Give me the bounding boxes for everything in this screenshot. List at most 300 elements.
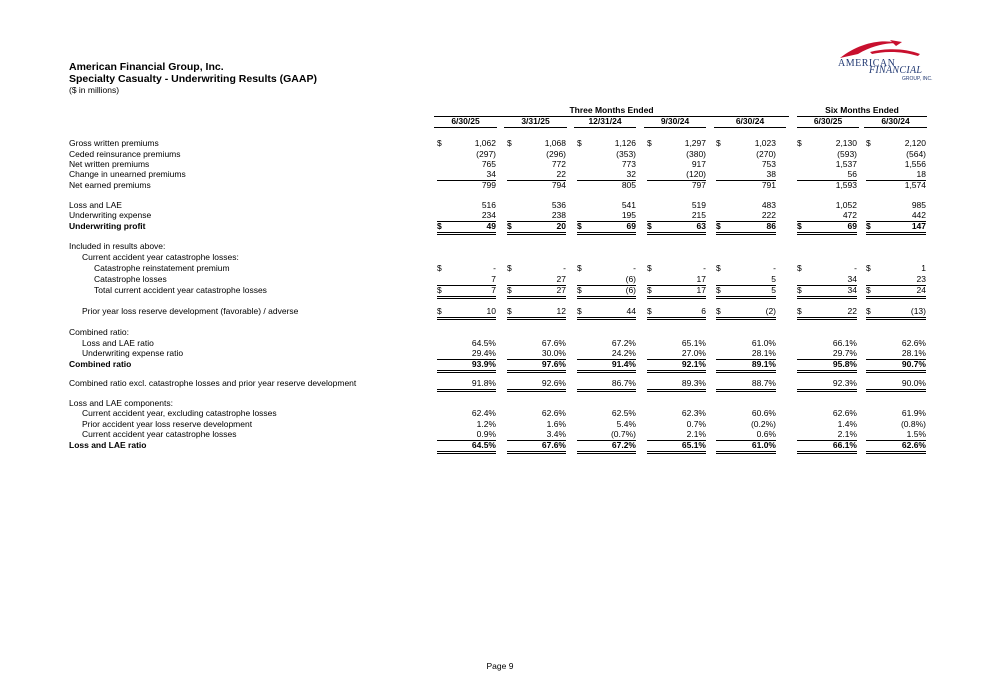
cell-value: 22 (847, 306, 857, 316)
cell-value: 794 (551, 180, 566, 190)
cell-value: 483 (761, 200, 776, 210)
cell-value: 56 (847, 169, 857, 179)
cell-value: 6 (701, 306, 706, 316)
row-label: Combined ratio excl. catastrophe losses and prior year reserve development (69, 378, 357, 388)
table-cell (647, 419, 706, 430)
cell-value: 62.6% (832, 408, 857, 418)
row-label: Current accident year, excluding catastrophe losses (82, 408, 277, 418)
table-row (0, 338, 1000, 349)
cell-value: 28.1% (901, 348, 926, 358)
cell-value: 10 (486, 306, 496, 316)
dollar-sign: $ (647, 221, 652, 231)
table-cell (797, 274, 857, 286)
group-three-months: Three Months Ended (569, 105, 654, 115)
table-cell (507, 149, 566, 160)
table-cell (577, 440, 636, 454)
table-row (0, 378, 1000, 389)
column-header-rule (574, 127, 636, 128)
cell-value: 91.4% (611, 359, 636, 369)
table-cell (437, 200, 496, 211)
dollar-sign: $ (437, 263, 442, 273)
row-label: Loss and LAE (69, 200, 122, 210)
dollar-sign: $ (577, 306, 582, 316)
table-row (0, 200, 1000, 211)
cell-value: 67.2% (611, 440, 636, 450)
cell-value: 536 (551, 200, 566, 210)
table-cell (647, 200, 706, 211)
logo-line3: GROUP, INC. (902, 76, 933, 82)
cell-value: 62.6% (901, 440, 926, 450)
table-cell (577, 169, 636, 181)
table-cell (437, 263, 496, 274)
table-row (0, 398, 1000, 409)
cell-value: 222 (761, 210, 776, 220)
dollar-sign: $ (577, 221, 582, 231)
cell-value: - (633, 263, 636, 273)
cell-value: (2) (765, 306, 776, 316)
dollar-sign: $ (507, 306, 512, 316)
row-label: Combined ratio (69, 359, 132, 369)
row-label: Loss and LAE components: (69, 398, 173, 408)
table-cell (437, 180, 496, 191)
cell-value: 18 (916, 169, 926, 179)
row-label: Net earned premiums (69, 180, 151, 190)
cell-value: 2,120 (904, 138, 926, 148)
table-cell (577, 159, 636, 170)
table-cell (647, 338, 706, 349)
cell-value: 17 (696, 285, 706, 295)
dollar-sign: $ (716, 138, 721, 148)
table-row (0, 159, 1000, 170)
table-cell (647, 306, 706, 320)
cell-value: (0.7%) (610, 429, 636, 439)
table-cell (866, 408, 926, 419)
cell-value: 3.4% (546, 429, 566, 439)
dollar-sign: $ (716, 221, 721, 231)
cell-value: 195 (621, 210, 636, 220)
table-row (0, 306, 1000, 317)
table-row (0, 210, 1000, 221)
cell-value: 27 (556, 285, 566, 295)
cell-value: 27 (556, 274, 566, 284)
logo-line2: FINANCIAL (869, 65, 923, 76)
column-header-rule (434, 127, 497, 128)
table-cell (797, 200, 857, 211)
cell-value: (380) (686, 149, 706, 159)
afg-logo (830, 38, 933, 84)
cell-value: - (773, 263, 776, 273)
table-cell (797, 359, 857, 373)
table-cell (507, 200, 566, 211)
table-cell (866, 200, 926, 211)
dollar-sign: $ (866, 263, 871, 273)
cell-value: 24.2% (611, 348, 636, 358)
table-cell (716, 159, 776, 170)
cell-value: 89.1% (751, 359, 776, 369)
dollar-sign: $ (797, 306, 802, 316)
table-cell (797, 285, 857, 299)
cell-value: 97.6% (541, 359, 566, 369)
cell-value: - (563, 263, 566, 273)
table-cell (577, 200, 636, 211)
table-cell (647, 159, 706, 170)
table-cell (716, 408, 776, 419)
dollar-sign: $ (577, 138, 582, 148)
table-cell (647, 274, 706, 286)
table-cell (577, 338, 636, 349)
table-cell (507, 408, 566, 419)
cell-value: 89.3% (681, 378, 706, 388)
table-cell (437, 138, 496, 149)
cell-value: 92.3% (832, 378, 857, 388)
page-number: Page 9 (486, 661, 514, 671)
cell-value: 34 (847, 285, 857, 295)
cell-value: 63 (696, 221, 706, 231)
cell-value: 22 (556, 169, 566, 179)
column-header: 6/30/24 (881, 116, 910, 126)
dollar-sign: $ (577, 263, 582, 273)
cell-value: 62.5% (611, 408, 636, 418)
table-cell (577, 149, 636, 160)
table-cell (507, 338, 566, 349)
column-header: 6/30/24 (735, 116, 765, 126)
table-cell (866, 159, 926, 170)
cell-value: 69 (847, 221, 857, 231)
cell-value: 1,023 (754, 138, 776, 148)
cell-value: 24 (916, 285, 926, 295)
cell-value: 772 (551, 159, 566, 169)
table-cell (866, 169, 926, 181)
dollar-sign: $ (866, 221, 871, 231)
table-cell (866, 274, 926, 286)
table-cell (647, 149, 706, 160)
table-cell (797, 138, 857, 149)
table-cell (437, 378, 496, 392)
cell-value: 472 (842, 210, 857, 220)
cell-value: 23 (916, 274, 926, 284)
table-cell (577, 419, 636, 430)
table-cell (577, 180, 636, 191)
row-label: Underwriting expense ratio (82, 348, 184, 358)
column-header-rule (714, 127, 786, 128)
cell-value: 93.9% (471, 359, 496, 369)
cell-value: 2.1% (837, 429, 857, 439)
cell-value: 1.6% (546, 419, 566, 429)
cell-value: 516 (481, 200, 496, 210)
column-header: 9/30/24 (660, 116, 690, 126)
table-cell (437, 408, 496, 419)
table-row (0, 263, 1000, 274)
table-cell (866, 338, 926, 349)
report-header (69, 61, 317, 96)
table-cell (577, 210, 636, 222)
table-cell (577, 263, 636, 274)
table-cell (577, 221, 636, 235)
cell-value: 1 (921, 263, 926, 273)
table-cell (866, 180, 926, 191)
group-six-months: Six Months Ended (825, 105, 899, 115)
row-label: Current accident year catastrophe losses (82, 429, 237, 439)
cell-value: 2.1% (686, 429, 706, 439)
table-cell (866, 263, 926, 274)
table-cell (716, 149, 776, 160)
cell-value: 29.4% (471, 348, 496, 358)
cell-value: 1.4% (837, 419, 857, 429)
table-cell (507, 306, 566, 320)
table-cell (507, 180, 566, 191)
table-cell (716, 348, 776, 360)
table-cell (647, 221, 706, 235)
table-cell (437, 274, 496, 286)
row-label: Loss and LAE ratio (82, 338, 154, 348)
table-cell (866, 429, 926, 441)
cell-value: (6) (625, 285, 636, 295)
table-cell (716, 180, 776, 191)
table-cell (797, 419, 857, 430)
table-cell (647, 180, 706, 191)
table-cell (437, 210, 496, 222)
cell-value: 234 (481, 210, 496, 220)
table-row (0, 348, 1000, 359)
table-cell (716, 306, 776, 320)
cell-value: 49 (486, 221, 496, 231)
cell-value: 541 (621, 200, 636, 210)
cell-value: (270) (756, 149, 776, 159)
table-cell (507, 159, 566, 170)
cell-value: (6) (625, 274, 636, 284)
table-cell (577, 429, 636, 441)
cell-value: 62.6% (901, 338, 926, 348)
cell-value: 44 (626, 306, 636, 316)
column-header: 6/30/25 (451, 116, 480, 126)
table-cell (437, 429, 496, 441)
cell-value: 91.8% (471, 378, 496, 388)
cell-value: 985 (911, 200, 926, 210)
table-cell (797, 378, 857, 392)
row-label: Current accident year catastrophe losses: (82, 252, 239, 262)
table-cell (577, 378, 636, 392)
dollar-sign: $ (716, 306, 721, 316)
cell-value: 773 (621, 159, 636, 169)
dollar-sign: $ (437, 221, 442, 231)
dollar-sign: $ (866, 138, 871, 148)
table-cell (647, 210, 706, 222)
cell-value: 32 (626, 169, 636, 179)
cell-value: 95.8% (832, 359, 857, 369)
dollar-sign: $ (437, 138, 442, 148)
dollar-sign: $ (507, 263, 512, 273)
table-cell (797, 338, 857, 349)
cell-value: 86 (766, 221, 776, 231)
table-cell (577, 348, 636, 360)
table-cell (647, 169, 706, 181)
cell-value: 215 (691, 210, 706, 220)
table-cell (577, 274, 636, 286)
table-cell (647, 348, 706, 360)
cell-value: 17 (696, 274, 706, 284)
table-row (0, 419, 1000, 430)
cell-value: 1,297 (684, 138, 706, 148)
table-cell (437, 149, 496, 160)
cell-value: (0.8%) (900, 419, 926, 429)
cell-value: (297) (476, 149, 496, 159)
cell-value: (296) (546, 149, 566, 159)
table-cell (437, 221, 496, 235)
table-cell (797, 306, 857, 320)
row-label: Underwriting profit (69, 221, 146, 231)
table-cell (647, 378, 706, 392)
table-cell (507, 378, 566, 392)
table-cell (716, 359, 776, 373)
cell-value: (120) (686, 169, 706, 179)
cell-value: 66.1% (832, 338, 857, 348)
cell-value: 0.7% (686, 419, 706, 429)
cell-value: 12 (556, 306, 566, 316)
cell-value: 1,593 (835, 180, 857, 190)
cell-value: 34 (847, 274, 857, 284)
dollar-sign: $ (507, 138, 512, 148)
table-cell (647, 429, 706, 441)
table-cell (797, 210, 857, 222)
table-cell (797, 169, 857, 181)
column-header-rule (864, 127, 927, 128)
table-row (0, 138, 1000, 149)
cell-value: 67.6% (541, 440, 566, 450)
cell-value: 67.2% (611, 338, 636, 348)
cell-value: 64.5% (471, 440, 496, 450)
cell-value: 67.6% (541, 338, 566, 348)
cell-value: 1,062 (474, 138, 496, 148)
column-header: 6/30/25 (813, 116, 843, 126)
cell-value: 2,130 (835, 138, 857, 148)
cell-value: 797 (691, 180, 706, 190)
cell-value: 238 (551, 210, 566, 220)
row-label: Gross written premiums (69, 138, 159, 148)
cell-value: 519 (691, 200, 706, 210)
table-row (0, 440, 1000, 451)
table-row (0, 274, 1000, 285)
row-label: Catastrophe losses (94, 274, 167, 284)
table-cell (437, 348, 496, 360)
table-cell (716, 419, 776, 430)
cell-value: 62.4% (471, 408, 496, 418)
dollar-sign: $ (797, 285, 802, 295)
table-cell (716, 429, 776, 441)
table-cell (716, 263, 776, 274)
cell-value: 38 (766, 169, 776, 179)
table-row (0, 241, 1000, 252)
cell-value: (0.2%) (750, 419, 776, 429)
table-cell (647, 359, 706, 373)
table-cell (507, 210, 566, 222)
dollar-sign: $ (437, 285, 442, 295)
row-label: Prior accident year loss reserve development (82, 419, 253, 429)
cell-value: 90.7% (901, 359, 926, 369)
table-cell (437, 169, 496, 181)
dollar-sign: $ (507, 285, 512, 295)
cell-value: 69 (626, 221, 636, 231)
table-row (0, 180, 1000, 191)
table-cell (507, 419, 566, 430)
dollar-sign: $ (577, 285, 582, 295)
table-cell (437, 359, 496, 373)
dollar-sign: $ (797, 138, 802, 148)
cell-value: 60.6% (751, 408, 776, 418)
dollar-sign: $ (716, 285, 721, 295)
dollar-sign: $ (866, 306, 871, 316)
table-cell (437, 338, 496, 349)
table-cell (716, 138, 776, 149)
row-label: Ceded reinsurance premiums (69, 149, 181, 159)
table-cell (507, 348, 566, 360)
cell-value: 791 (761, 180, 776, 190)
table-row (0, 169, 1000, 180)
table-cell (797, 408, 857, 419)
cell-value: 442 (911, 210, 926, 220)
cell-value: 1,574 (904, 180, 926, 190)
cell-value: 29.7% (832, 348, 857, 358)
cell-value: 92.6% (541, 378, 566, 388)
table-row (0, 221, 1000, 232)
row-label: Underwriting expense (69, 210, 152, 220)
cell-value: 799 (481, 180, 496, 190)
dollar-sign: $ (647, 306, 652, 316)
cell-value: 27.0% (681, 348, 706, 358)
cell-value: 0.6% (756, 429, 776, 439)
cell-value: 88.7% (751, 378, 776, 388)
table-cell (507, 169, 566, 181)
cell-value: 61.0% (751, 440, 776, 450)
table-row (0, 149, 1000, 160)
table-cell (647, 440, 706, 454)
cell-value: 92.1% (681, 359, 706, 369)
table-cell (797, 180, 857, 191)
cell-value: 34 (486, 169, 496, 179)
table-cell (797, 221, 857, 235)
dollar-sign: $ (647, 285, 652, 295)
dollar-sign: $ (797, 263, 802, 273)
table-cell (716, 378, 776, 392)
table-cell (866, 285, 926, 299)
cell-value: 805 (621, 180, 636, 190)
cell-value: 1,068 (544, 138, 566, 148)
table-cell (716, 285, 776, 299)
row-label: Change in unearned premiums (69, 169, 186, 179)
table-row (0, 285, 1000, 296)
table-cell (507, 429, 566, 441)
table-cell (866, 359, 926, 373)
cell-value: 917 (691, 159, 706, 169)
cell-value: 86.7% (611, 378, 636, 388)
table-cell (716, 169, 776, 181)
table-cell (866, 138, 926, 149)
table-cell (437, 419, 496, 430)
table-row (0, 429, 1000, 440)
cell-value: 90.0% (901, 378, 926, 388)
cell-value: (564) (906, 149, 926, 159)
cell-value: 65.1% (681, 338, 706, 348)
table-cell (507, 359, 566, 373)
cell-value: 1,052 (835, 200, 857, 210)
table-row (0, 359, 1000, 370)
cell-value: 61.0% (751, 338, 776, 348)
cell-value: 5 (771, 285, 776, 295)
table-cell (507, 440, 566, 454)
table-cell (716, 221, 776, 235)
table-cell (437, 440, 496, 454)
cell-value: 61.9% (901, 408, 926, 418)
table-cell (866, 149, 926, 160)
